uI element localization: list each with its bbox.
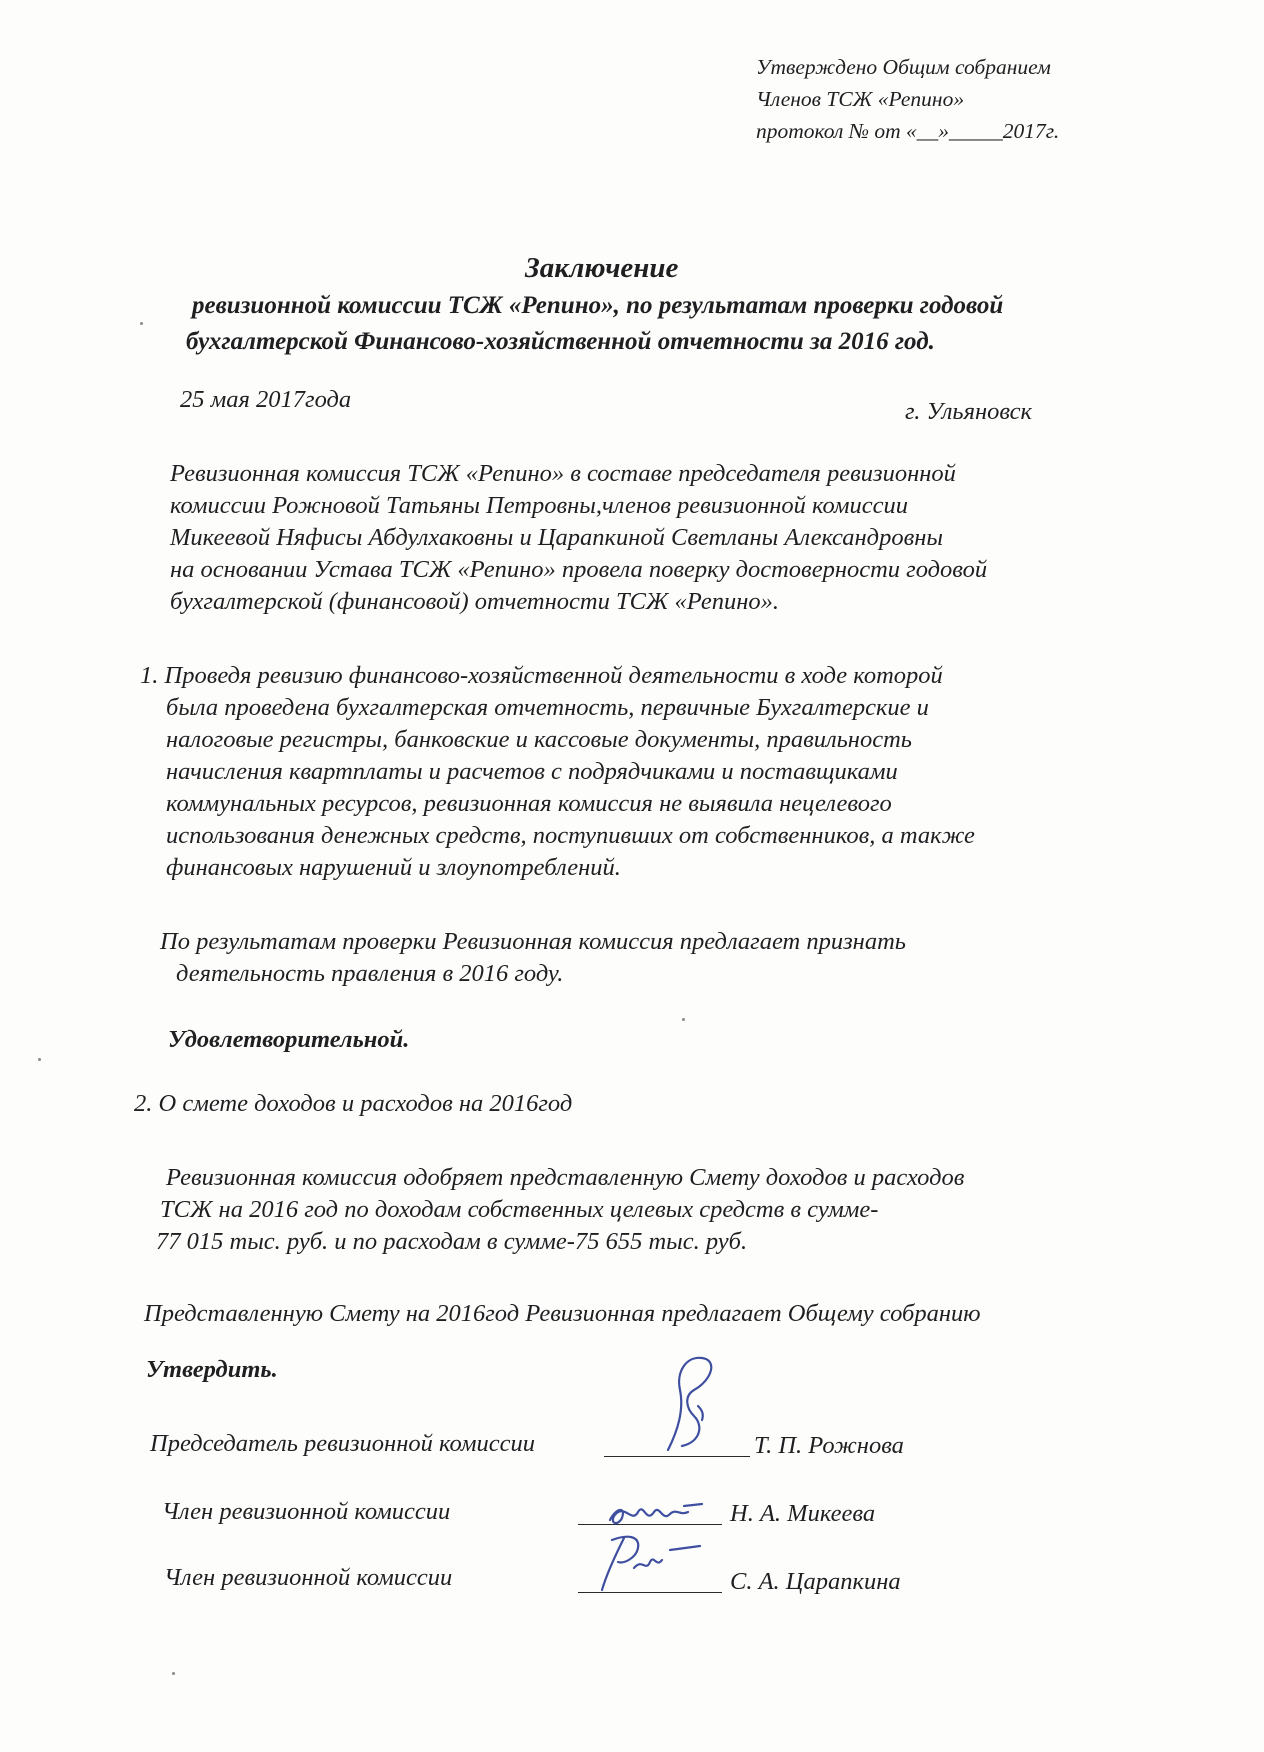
section-1-line: использования денежных средств, поступивших от собственников, а также <box>166 822 975 849</box>
approval-line-3: протокол № от «__»_____2017г. <box>756 119 1060 143</box>
intro-line: комиссии Рожновой Татьяны Петровны,членов ревизионной комиссии <box>170 492 908 519</box>
scan-speck <box>140 322 143 325</box>
section-1-line: коммунальных ресурсов, ревизионная комиссия не выявила нецелевого <box>166 790 892 817</box>
intro-line: Микеевой Няфисы Абдулхаковны и Царапкиной Светланы Александровны <box>170 524 943 551</box>
scan-speck <box>682 1018 685 1021</box>
section-1-result-line-1: По результатам проверки Ревизионная комиссия предлагает признать <box>160 928 906 955</box>
signature-name: Н. А. Микеева <box>730 1500 876 1527</box>
section-1-line: была проведена бухгалтерская отчетность, первичные Бухгалтерские и <box>166 694 929 721</box>
section-1-line: 1. Проведя ревизию финансово-хозяйственной деятельности в ходе которой <box>140 662 943 689</box>
handwritten-signature <box>594 1528 724 1598</box>
section-2-proposal: Представленную Смету на 2016год Ревизионная предлагает Общему собранию <box>144 1300 981 1327</box>
document-subtitle-line-1: ревизионной комиссии ТСЖ «Репино», по результатам проверки годовой <box>192 292 1004 319</box>
signature-name: Т. П. Рожнова <box>754 1432 904 1459</box>
signature-role: Член ревизионной комиссии <box>162 1498 451 1525</box>
section-1-line: налоговые регистры, банковские и кассовые документы, правильность <box>166 726 912 753</box>
section-2-heading: 2. О смете доходов и расходов на 2016год <box>134 1090 573 1117</box>
section-1-verdict: Удовлетворительной. <box>168 1026 410 1053</box>
section-2-line: 77 015 тыс. руб. и по расходам в сумме-75 655 тыс. руб. <box>156 1228 748 1255</box>
section-2-verdict: Утвердить. <box>146 1356 278 1383</box>
document-title: Заключение <box>525 252 679 284</box>
approval-line-2: Членов ТСЖ «Репино» <box>756 87 965 111</box>
signature-role: Председатель ревизионной комиссии <box>150 1430 535 1457</box>
document-subtitle-line-2: бухгалтерской Финансово-хозяйственной отчетности за 2016 год. <box>186 328 935 355</box>
signature-role: Член ревизионной комиссии <box>164 1564 453 1591</box>
section-1-line: начисления квартплаты и расчетов с подрядчиками и поставщиками <box>166 758 898 785</box>
signature-name: С. А. Царапкина <box>730 1568 901 1595</box>
handwritten-signature <box>620 1350 740 1460</box>
approval-line-1: Утверждено Общим собранием <box>756 55 1051 79</box>
section-1-line: финансовых нарушений и злоупотреблений. <box>166 854 621 881</box>
section-2-line: ТСЖ на 2016 год по доходам собственных целевых средств в сумме- <box>160 1196 879 1223</box>
intro-line: на основании Устава ТСЖ «Репино» провела поверку достоверности годовой <box>170 556 988 583</box>
section-1-result-line-2: деятельность правления в 2016 году. <box>176 960 564 987</box>
document-date: 25 мая 2017года <box>180 386 352 413</box>
intro-line: Ревизионная комиссия ТСЖ «Репино» в составе председателя ревизионной <box>170 460 956 487</box>
section-2-line: Ревизионная комиссия одобряет представленную Смету доходов и расходов <box>166 1164 965 1191</box>
intro-line: бухгалтерской (финансовой) отчетности ТСЖ «Репино». <box>170 588 779 615</box>
scan-speck <box>38 1058 41 1061</box>
scan-speck <box>172 1672 175 1675</box>
document-city: г. Ульяновск <box>905 398 1033 425</box>
